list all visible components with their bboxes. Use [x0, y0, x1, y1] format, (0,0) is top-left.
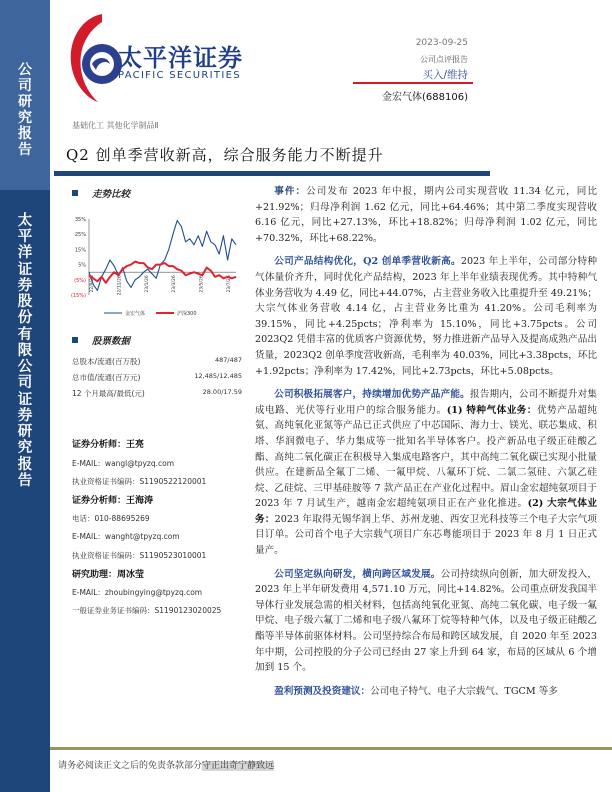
paragraph-keyword: 公司产品结构优化，Q2 创单季营收新高。 [274, 256, 461, 268]
industry-label: 基础化工 其他化学制品Ⅱ [72, 121, 159, 130]
paragraph-subheading: (1) 特种气体业务： [446, 404, 537, 416]
series-line-stock [89, 221, 236, 291]
analyst-title: 证券分析师：王亮 [72, 440, 145, 450]
y-tick-label: 5% [78, 262, 86, 269]
x-tick-label: 22/9/26 [90, 275, 95, 293]
paragraph-customers [255, 387, 597, 559]
report-type: 公司点评报告 [420, 55, 468, 64]
bullet-square-icon [72, 337, 78, 343]
x-tick-label: 23/3/26 [172, 275, 178, 293]
analyst-title: 研究助理：周冰莹 [72, 570, 145, 580]
footer-divider [50, 747, 612, 750]
bullet-square-icon [72, 190, 78, 196]
rating: 买入/维持 [422, 69, 468, 81]
paragraph-event [255, 184, 597, 246]
stat-label: 12 个月最高/最低(元) [72, 389, 145, 398]
paragraph-text: 公司发布 2023 年中报，期内公司实现营收 11.34 亿元，同比+21.92%；归母净利润 1.62 亿元，同比+64.46%；其中第二季度实现营收 6.16 亿元，同比+27.13%，环比+18.82%；归母净利润 1.02 亿元，同比+70.32%，环比+68.22%。 [255, 186, 598, 244]
paragraph-keyword: 盈利预测及投资建议： [274, 685, 371, 697]
stat-row [72, 356, 242, 367]
legend-label: 金宏气体 [125, 311, 146, 317]
paragraph-forecast [255, 684, 597, 700]
paragraph-text: 优势产品超纯氨、高纯氧化亚氮等产品已正式供应了中芯国际、海力士、镁光、联芯集成、积塔、华润微电子、华力集成等一批知名半导体客户。投产新品电子级正硅酸乙酯、高纯二氧化碳正在积极导入集成电路客户，其中高纯二氧化碳已实现小批量供应。在建新品全氟丁二烯、一氟甲烷、八氟环丁烷、二氯二氢硅、六氯乙硅烷、乙硅烷、三甲基硅胺等 7 款产品正在产业化过程中。眉山金宏超纯氨项目于 2023 年 7 月试生产，越南金宏超纯氨项目正在产业化推进。 [255, 404, 598, 510]
paragraph-rnd [255, 567, 597, 676]
paragraph-text: 2023 年取得无锡华润上华、苏州龙驰、西安卫光科技等三个电子大宗气项目订单。公司首个电子大宗载气项目广东芯粤能项目于 2023 年 8 月 1 日正式量产。 [255, 513, 598, 557]
paragraph-keyword: 公司坚定纵向研发，横向跨区域发展。 [274, 568, 441, 580]
brand-name-cn: 太平洋证券 [118, 44, 243, 72]
page-title: Q2 创单季营收新高，综合服务能力不断提升 [66, 146, 384, 164]
rating-underline [353, 82, 473, 84]
trend-chart [64, 205, 249, 325]
analyst-cert: 执业资格证书编码：S1190523010001 [72, 551, 207, 560]
x-tick-label: 23/5/26 [199, 275, 205, 293]
stat-value: 487/487 [214, 356, 242, 364]
stock-name: 金宏气体(688106) [382, 92, 468, 103]
paragraph-text: 2023 年上半年，公司部分特种气体量价齐升，同时优化产品结构，2023 年上半年业绩表现优秀。其中特种气体业务营收为 4.49 亿，同比+44.07%，占主营业务收入比重提升至 49.21%；大宗气体业务营收 4.14 亿，占主营业务比重为 41.20%。公司毛利率为 39.15%，同比+4.25pcts；净利率为 15.10%，同比+3.75pcts。公司 2023Q2 凭借丰富的优质客户资源优势，努力推进新产品导入及提高成熟产品出货量，2023Q2 创单季度营收新高，毛利率为 40.03%，同比+3.38pcts，环比+1.92pcts；净利率为 17.42%，同比+2.73pcts，环比+5.08pcts。 [255, 256, 598, 377]
analyst-cert: 执业资格证书编码：S1190522120001 [72, 477, 207, 486]
footer-motto: 守正出奇宁静致远 [202, 761, 275, 771]
trend-heading-text: 走势比较 [92, 189, 131, 200]
stat-row [72, 388, 242, 399]
y-tick-label: 15% [74, 247, 86, 254]
paragraph-text: 公司持续纵向创新，加大研发投入，2023 年上半年研发费用 4,571.10 万元，同比+14.82%。公司重点研发我国半导体行业发展急需的相关材料，包括高纯氧化亚氮、高纯二氧化碳、电子级一氟甲烷、电子级六氟丁二烯和电子级八氟环丁烷等特种气体，以及电子级正硅酸乙酯等半导体前驱体材料。公司坚持综合布局和跨区域发展，自 2020 年至 2023 年中期，公司控股的分子公司已经由 27 家上升到 64 家，布局的区域从 6 个增加到 15 个。 [255, 568, 598, 674]
x-tick-label: 22/11/26 [117, 275, 123, 296]
stat-label: 总股本/流通(百万股) [72, 357, 141, 366]
sidebar-report-label: 公司研究报告 [18, 62, 32, 159]
stock-data-heading-text: 股票数据 [92, 336, 131, 347]
analyst-phone: 电话：010-88695269 [72, 514, 150, 523]
title-divider [54, 171, 490, 176]
stat-row [72, 372, 242, 383]
analyst-email[interactable]: E-MAIL：zhoubingying@tpyzq.com [72, 588, 203, 597]
report-date: 2023-09-25 [415, 38, 468, 48]
paragraph-text: 报告期内，公司不断提升对集成电路、光伏等行业用户的综合服务能力。 [255, 389, 598, 416]
x-tick-label: 23/7/26 [227, 275, 232, 293]
paragraph-structure [255, 254, 597, 379]
trend-heading [72, 186, 130, 200]
analyst-title: 证券分析师：王海涛 [72, 496, 154, 506]
y-tick-label: 25% [74, 232, 86, 239]
analyst-email[interactable]: E-MAIL：wangl@tpyzq.com [72, 459, 175, 468]
paragraph-keyword: 事件： [274, 186, 307, 197]
footer-text: 请务必阅读正文之后的免责条款部分 [58, 761, 203, 771]
y-tick-label: (15%) [70, 293, 86, 299]
footer-disclaimer [58, 758, 274, 771]
y-tick-label: (5%) [74, 277, 86, 284]
x-tick-label: 23/1/26 [144, 275, 150, 293]
stat-label: 总市值/流通(百万元) [72, 373, 141, 382]
y-tick-label: 35% [74, 217, 86, 223]
report-body [255, 184, 597, 707]
stat-value: 12,485/12,485 [194, 372, 242, 380]
analyst-cert: 一般证券业务证书编码：S1190123020025 [72, 606, 222, 615]
analyst-email[interactable]: E-MAIL：wanght@tpyzq.com [72, 532, 180, 541]
paragraph-subheading: (2) 大宗气体业务： [255, 498, 597, 525]
pacific-securities-logo-icon [62, 12, 124, 102]
legend-label: 沪深300 [177, 311, 197, 317]
paragraph-keyword: 公司积极拓展客户，持续增加优势产品产能。 [274, 389, 470, 401]
sidebar-company-label: 太平洋证券股份有限公司证券研究报告 [17, 212, 33, 489]
stock-data-heading [72, 333, 130, 347]
brand-name-en: PACIFIC SECURITIES [118, 70, 241, 81]
stat-value: 28.00/17.59 [202, 388, 242, 396]
paragraph-text: 公司电子特气、电子大宗载气、TGCM 等多 [370, 685, 558, 697]
